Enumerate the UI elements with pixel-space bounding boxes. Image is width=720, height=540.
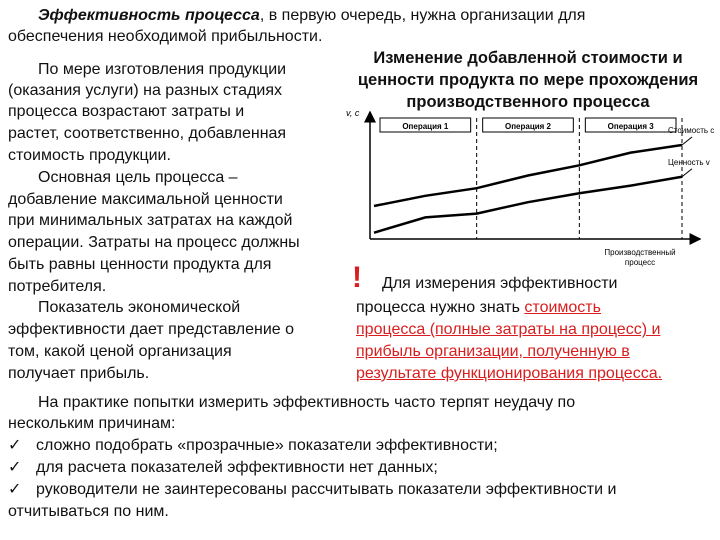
left-line: эффективности дает представление о bbox=[8, 321, 295, 338]
operation-label: Операция 3 bbox=[607, 122, 654, 131]
chart-title-line-1: Изменение добавленной стоимости и bbox=[373, 49, 683, 67]
bottom-line-1: На практике попытки измерить эффективность часто терпят неудачу по bbox=[38, 394, 576, 411]
value-cost-chart bbox=[340, 104, 720, 274]
left-line: стоимость продукции. bbox=[8, 147, 171, 164]
note-plain: процесса нужно знать bbox=[356, 299, 525, 316]
series-label: Стоимость с bbox=[668, 126, 715, 136]
check-icon: ✓ bbox=[8, 459, 22, 476]
left-line: процесса возрастают затраты и bbox=[8, 103, 245, 120]
bullet-item-1 bbox=[8, 436, 498, 456]
left-line: (оказания услуги) на разных стадиях bbox=[8, 82, 283, 99]
bullet-text: руководители не заинтересованы рассчитывать показатели эффективности и bbox=[36, 481, 617, 498]
left-line: том, какой ценой организация bbox=[8, 343, 232, 360]
operation-label: Операция 1 bbox=[402, 122, 449, 131]
bullet-item-2 bbox=[8, 458, 438, 478]
intro-term: Эффективность процесса bbox=[38, 7, 260, 24]
bottom-line-2: нескольким причинам: bbox=[8, 415, 176, 432]
left-line: при минимальных затратах на каждой bbox=[8, 212, 293, 229]
series-leader bbox=[682, 137, 692, 145]
x-axis-label-2: процесс bbox=[624, 258, 656, 267]
intro-line-2: обеспечения необходимой прибыльности. bbox=[8, 28, 323, 45]
exclamation-icon: ! bbox=[352, 261, 362, 294]
bottom-last-line: отчитываться по ним. bbox=[8, 503, 169, 520]
note-line-4: прибыль организации, полученную в bbox=[356, 343, 630, 360]
bullet-item-3 bbox=[8, 480, 616, 500]
series-line bbox=[374, 145, 682, 206]
intro-line-1 bbox=[38, 6, 585, 26]
left-line: потребителя. bbox=[8, 278, 107, 295]
left-line: По мере изготовления продукции bbox=[38, 61, 287, 78]
series-line bbox=[374, 177, 682, 233]
series-leader bbox=[682, 169, 692, 177]
note-link-cost: стоимость bbox=[524, 299, 601, 316]
note-line-5: результате функционирования процесса. bbox=[356, 365, 663, 382]
left-line: Показатель экономической bbox=[38, 299, 241, 316]
bullet-text: для расчета показателей эффективности нет данных; bbox=[36, 459, 438, 476]
note-lead: Для измерения эффективности bbox=[382, 275, 618, 292]
note-line-3: процесса (полные затраты на процесс) и bbox=[356, 321, 661, 338]
left-line: быть равны ценности продукта для bbox=[8, 256, 272, 273]
left-line: растет, соответственно, добавленная bbox=[8, 125, 287, 142]
operation-label: Операция 2 bbox=[504, 122, 552, 131]
bullet-text: сложно подобрать «прозрачные» показатели эффективности; bbox=[36, 437, 498, 454]
chart-title-line-2: ценности продукта по мере прохождения bbox=[357, 71, 699, 89]
note-line-2 bbox=[356, 298, 601, 318]
y-axis-label: v, c bbox=[346, 108, 360, 118]
left-line: Основная цель процесса – bbox=[38, 169, 238, 186]
x-axis-label-1: Производственный bbox=[604, 248, 676, 257]
left-line: получает прибыль. bbox=[8, 365, 150, 382]
left-line: добавление максимальной ценности bbox=[8, 191, 283, 208]
check-icon: ✓ bbox=[8, 481, 22, 498]
chart-title-line-3: производственного процесса bbox=[406, 93, 650, 111]
series-label: Ценность v bbox=[668, 157, 710, 167]
left-line: операции. Затраты на процесс должны bbox=[8, 234, 300, 251]
intro-rest: , в первую очередь, нужна организации для bbox=[259, 7, 586, 24]
check-icon: ✓ bbox=[8, 437, 22, 454]
